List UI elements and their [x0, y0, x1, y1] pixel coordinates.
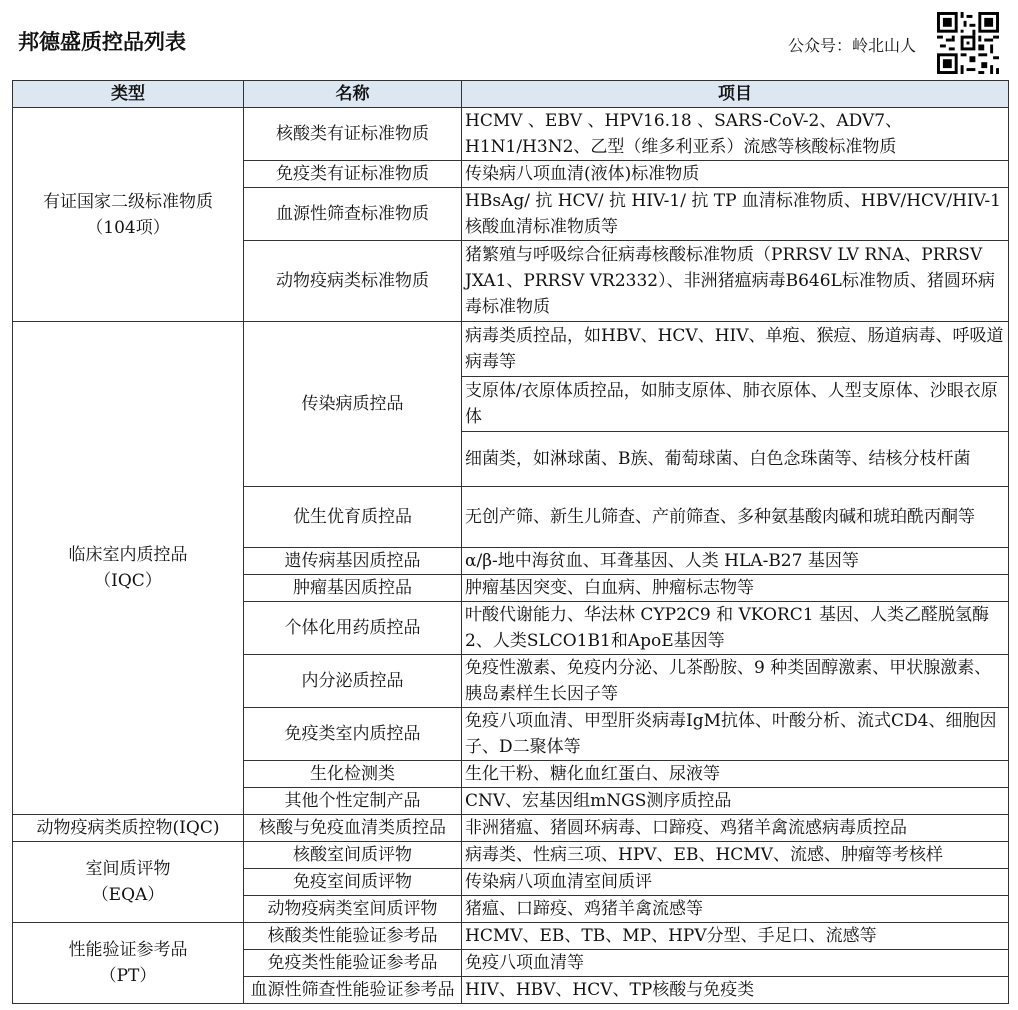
item-cell: 病毒类质控品，如HBV、HCV、HIV、单疱、猴痘、肠道病毒、呼吸道病毒等	[462, 322, 1009, 377]
category-label: 室间质评物	[85, 859, 171, 879]
item-cell: HCMV 、EBV 、HPV16.18 、SARS-CoV-2、ADV7、H1N1/H3N2、乙型（维多利亚系）流感等核酸标准物质	[462, 108, 1009, 161]
item-cell: 生化干粉、糖化血红蛋白、尿液等	[462, 761, 1009, 788]
name-cell: 遗传病基因质控品	[244, 548, 462, 575]
category-sublabel: （PT）	[99, 966, 157, 986]
item-cell: HCMV、EB、TB、MP、HPV分型、手足口、流感等	[462, 923, 1009, 950]
category-sublabel: （EQA）	[91, 885, 165, 905]
name-cell: 动物疫病类室间质评物	[244, 896, 462, 923]
category-sublabel: （104项）	[86, 217, 170, 238]
product-table	[12, 80, 1009, 1004]
account-label: 公众号：岭北山人	[788, 36, 917, 55]
category-label: 性能验证参考品	[68, 940, 188, 960]
item-cell: 免疫八项血清等	[462, 950, 1009, 977]
item-cell: 猪瘟、口蹄疫、鸡猪羊禽流感等	[462, 896, 1009, 923]
category-cell	[13, 815, 244, 842]
item-cell: 支原体/衣原体质控品，如肺支原体、肺衣原体、人型支原体、沙眼衣原体	[462, 377, 1009, 432]
name-cell: 免疫类室内质控品	[244, 708, 462, 761]
name-cell: 其他个性定制产品	[244, 788, 462, 815]
item-cell: 无创产筛、新生儿筛查、产前筛查、多种氨基酸肉碱和琥珀酰丙酮等	[462, 487, 1009, 548]
category-sublabel: （IQC）	[94, 571, 162, 591]
category-cell	[13, 322, 244, 815]
page-title: 邦德盛质控品列表	[18, 30, 186, 54]
item-cell: 叶酸代谢能力、华法林 CYP2C9 和 VKORC1 基因、人类乙醛脱氢酶2、人类SLCO1B1和ApoE基因等	[462, 602, 1009, 655]
item-cell: α/β-地中海贫血、耳聋基因、人类 HLA-B27 基因等	[462, 548, 1009, 575]
item-cell: HBsAg/ 抗 HCV/ 抗 HIV-1/ 抗 TP 血清标准物质、HBV/HCV/HIV-1核酸血清标准物质等	[462, 188, 1009, 241]
header-type: 类型	[13, 81, 244, 108]
item-cell: 传染病八项血清(液体)标准物质	[462, 161, 1009, 188]
item-cell: 非洲猪瘟、猪圆环病毒、口蹄疫、鸡猪羊禽流感病毒质控品	[462, 815, 1009, 842]
table-row	[13, 842, 1009, 869]
name-cell: 内分泌质控品	[244, 655, 462, 708]
category-label: 动物疫病类质控物(IQC)	[36, 818, 220, 838]
name-cell: 核酸室间质评物	[244, 842, 462, 869]
name-cell: 生化检测类	[244, 761, 462, 788]
category-label: 临床室内质控品	[68, 545, 188, 565]
item-cell: 猪繁殖与呼吸综合征病毒核酸标准物质（PRRSV LV RNA、PRRSV JXA1、PRRSV VR2332）、非洲猪瘟病毒B646L标准物质、猪圆环病毒标准物质	[462, 241, 1009, 322]
name-cell: 核酸类有证标准物质	[244, 108, 462, 161]
name-cell: 免疫类性能验证参考品	[244, 950, 462, 977]
header-name: 名称	[244, 81, 462, 108]
name-cell: 个体化用药质控品	[244, 602, 462, 655]
name-cell: 肿瘤基因质控品	[244, 575, 462, 602]
item-cell: 病毒类、性病三项、HPV、EB、HCMV、流感、肿瘤等考核样	[462, 842, 1009, 869]
table-row	[13, 923, 1009, 950]
table-row	[13, 815, 1009, 842]
name-cell: 免疫类有证标准物质	[244, 161, 462, 188]
item-cell: 免疫八项血清、甲型肝炎病毒IgM抗体、叶酸分析、流式CD4、细胞因子、D二聚体等	[462, 708, 1009, 761]
item-cell: 肿瘤基因突变、白血病、肿瘤标志物等	[462, 575, 1009, 602]
category-cell	[13, 108, 244, 322]
category-cell	[13, 842, 244, 923]
name-cell: 免疫室间质评物	[244, 869, 462, 896]
category-cell	[13, 923, 244, 1004]
name-cell: 动物疫病类标准物质	[244, 241, 462, 322]
item-cell: 传染病八项血清室间质评	[462, 869, 1009, 896]
name-cell: 核酸类性能验证参考品	[244, 923, 462, 950]
name-cell: 核酸与免疫血清类质控品	[244, 815, 462, 842]
table-header-row	[13, 81, 1009, 108]
header-item: 项目	[462, 81, 1009, 108]
item-cell: CNV、宏基因组mNGS测序质控品	[462, 788, 1009, 815]
table-row	[13, 322, 1009, 377]
name-cell: 血源性筛查性能验证参考品	[244, 977, 462, 1004]
item-cell: HIV、HBV、HCV、TP核酸与免疫类	[462, 977, 1009, 1004]
name-cell: 优生优育质控品	[244, 487, 462, 548]
category-label: 有证国家二级标准物质	[43, 191, 213, 212]
name-cell: 传染病质控品	[244, 322, 462, 487]
table-row	[13, 108, 1009, 161]
item-cell: 细菌类，如淋球菌、B族、葡萄球菌、白色念珠菌等、结核分枝杆菌	[462, 432, 1009, 487]
item-cell: 免疫性激素、免疫内分泌、儿茶酚胺、9 种类固醇激素、甲状腺激素、胰岛素样生长因子等	[462, 655, 1009, 708]
qr-code-icon	[937, 12, 999, 74]
name-cell: 血源性筛查标准物质	[244, 188, 462, 241]
